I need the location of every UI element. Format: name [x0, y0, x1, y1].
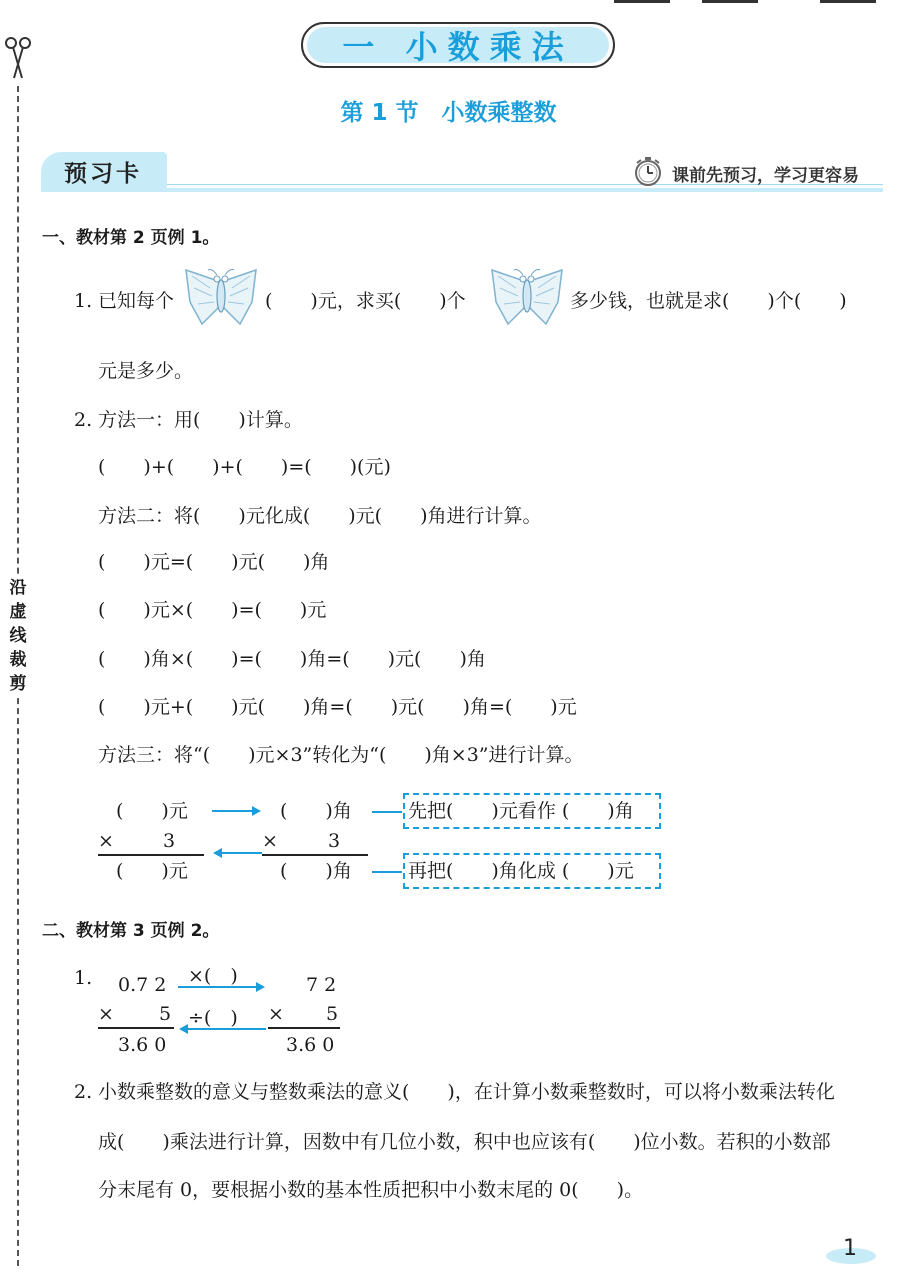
vertical-left-top: ( )元 [116, 800, 188, 822]
q2-line-6: ( )角×( )=( )角=( )元( )角 [98, 648, 486, 670]
cut-label-char: 线 [9, 626, 27, 646]
p2q2-line-2: 成( )乘法进行计算，因数中有几位小数，积中也应该有( )位小数。若积的小数部 [98, 1131, 831, 1153]
p2q1-left-top: 0.7 2 [118, 974, 167, 996]
p2q1-right-result: 3.6 0 [286, 1034, 335, 1056]
arrow-left-icon [178, 1022, 266, 1036]
card-title: 预习卡 [64, 161, 142, 187]
butterfly-kite-icon [486, 268, 568, 332]
connector-top [372, 811, 402, 813]
cut-label [8, 576, 28, 696]
vertical-left-line [98, 854, 204, 856]
q2-line-3: 方法二：将( )元化成( )元( )角进行计算。 [98, 505, 542, 527]
arrow-left-icon [212, 845, 262, 861]
q2-line-1: 方法一：用( )计算。 [98, 409, 303, 431]
p2q1-op-top: ×( ) [188, 965, 238, 987]
vertical-left-bottom: ( )元 [116, 860, 188, 882]
cut-label-char: 裁 [9, 650, 27, 670]
cut-label-char: 虚 [9, 602, 27, 622]
part2-heading: 二、教材第 3 页例 2。 [42, 921, 220, 941]
p2q2-number: 2. [74, 1081, 93, 1103]
p2q1-left-result: 3.6 0 [118, 1034, 167, 1056]
part1-heading: 一、教材第 2 页例 1。 [42, 228, 220, 248]
p2q1-op-bottom: ÷( ) [188, 1007, 238, 1029]
p2q1-right-top: 7 2 [306, 974, 337, 996]
scissors-icon [3, 36, 33, 80]
q2-line-5: ( )元×( )=( )元 [98, 599, 327, 621]
chapter-title: 一 小数乘法 [342, 28, 574, 66]
vertical-right-top: ( )角 [280, 800, 352, 822]
vertical-right-line [262, 854, 368, 856]
p2q1-right-factor: 5 [326, 1003, 339, 1025]
vertical-right-bottom: ( )角 [280, 860, 352, 882]
card-underline [41, 188, 883, 192]
top-bar-3 [820, 0, 876, 3]
q1-number: 1. [74, 290, 93, 312]
connector-bottom [372, 871, 402, 873]
card-slogan: 课前先预习，学习更容易 [672, 166, 859, 186]
chapter-banner [301, 22, 615, 68]
p2q1-left-mul: × [98, 1003, 114, 1025]
p2q1-number: 1. [74, 967, 93, 989]
cut-label-char: 沿 [9, 578, 27, 598]
arrow-right-icon [212, 803, 262, 819]
page-number: 1 [843, 1236, 857, 1261]
vertical-right-mul: × [262, 830, 278, 852]
vertical-left-factor: 3 [163, 830, 176, 852]
q1-text-2: ( )元，求买( )个 [265, 290, 466, 312]
p2q1-left-factor: 5 [159, 1003, 172, 1025]
q2-line-4: ( )元=( )元( )角 [98, 551, 330, 573]
top-bar-1 [614, 0, 670, 3]
q2-line-7: ( )元+( )元( )角=( )元( )角=( )元 [98, 696, 577, 718]
cut-label-char: 剪 [9, 674, 27, 694]
p2q2-line-3: 分末尾有 0，要根据小数的基本性质把积中小数末尾的 0( )。 [98, 1179, 644, 1201]
section-title: 第 1 节 小数乘整数 [340, 100, 557, 126]
q1-text-3: 多少钱，也就是求( )个( ) [570, 290, 847, 312]
q2-line-8: 方法三：将“( )元×3”转化为“( )角×3”进行计算。 [98, 744, 584, 766]
note-bottom-text: 再把( )角化成 ( )元 [408, 860, 634, 882]
note-top-text: 先把( )元看作 ( )角 [408, 800, 634, 822]
arrow-right-icon [178, 980, 266, 994]
q1-line-2: 元是多少。 [98, 360, 194, 382]
vertical-right-factor: 3 [328, 830, 341, 852]
butterfly-kite-icon [180, 268, 262, 332]
p2q2-line-1: 小数乘整数的意义与整数乘法的意义( )，在计算小数乘整数时，可以将小数乘法转化 [98, 1081, 835, 1103]
p2q1-left-line [98, 1027, 174, 1029]
top-bar-2 [702, 0, 758, 3]
q2-number: 2. [74, 409, 93, 431]
q2-line-2: ( )+( )+( )=( )(元) [98, 456, 391, 478]
vertical-left-mul: × [98, 830, 114, 852]
q1-text-1: 已知每个 [98, 290, 175, 312]
p2q1-right-line [268, 1027, 340, 1029]
alarm-clock-icon [632, 155, 664, 187]
p2q1-right-mul: × [268, 1003, 284, 1025]
